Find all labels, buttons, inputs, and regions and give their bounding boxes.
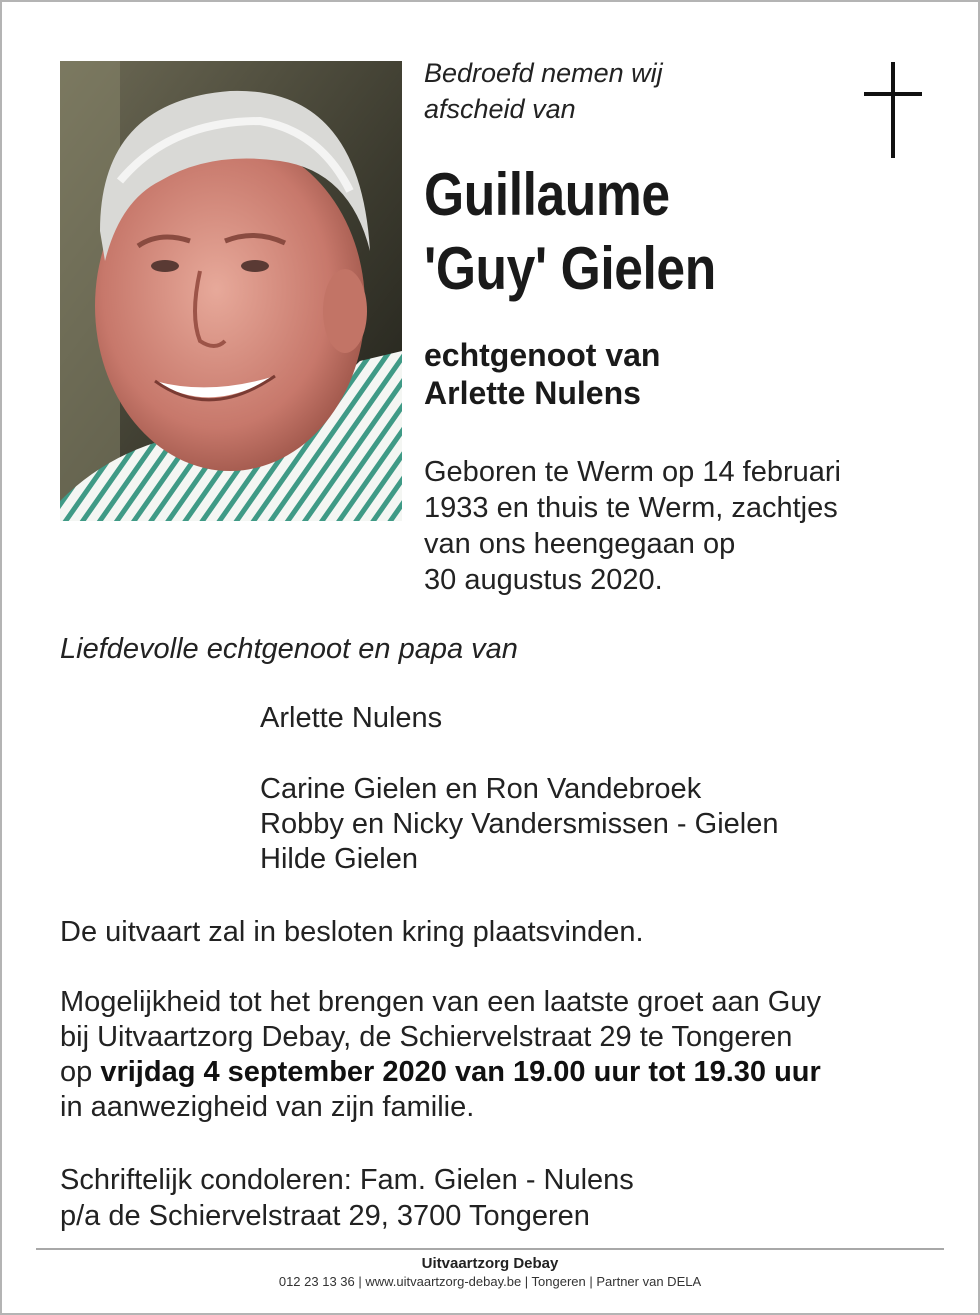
bio-line-4: 30 augustus 2020. [424,564,663,596]
portrait-illustration [60,61,402,521]
bio-line-3: van ons heengegaan op [424,528,736,560]
visit-date-time: vrijdag 4 september 2020 van 19.00 uur tot 19.30 uur [100,1056,821,1088]
condolences-line-1: Schriftelijk condoleren: Fam. Gielen - Nulens [60,1164,634,1196]
farewell-visit-text [60,985,821,1125]
deceased-name [424,158,716,306]
greeting-line-4: in aanwezigheid van zijn familie. [60,1091,475,1123]
condolences-text [60,1162,634,1234]
condolences-line-2: p/a de Schiervelstraat 29, 3700 Tongeren [60,1200,590,1232]
deceased-name-line-2: 'Guy' Gielen [424,235,716,302]
funeral-text: De uitvaart zal in besloten kring plaatsvinden. [60,916,644,948]
spouse-heading [424,336,660,412]
intro-text [424,55,663,127]
family-spouse: Arlette Nulens [260,702,443,734]
family-child: Robby en Nicky Vandersmissen - Gielen [260,808,779,840]
greeting-line-2: bij Uitvaartzorg Debay, de Schiervelstraat 29 te Tongeren [60,1021,793,1053]
cross-icon [864,62,922,160]
footer-company: Uitvaartzorg Debay [421,1255,559,1272]
deceased-name-line-1: Guillaume [424,161,670,228]
family-list [260,701,778,877]
bio-line-2: 1933 en thuis te Werm, zachtjes [424,492,838,524]
spouse-line-1: echtgenoot van [424,337,661,373]
portrait-photo [60,61,402,521]
family-child: Carine Gielen en Ron Vandebroek [260,773,702,805]
family-child: Hilde Gielen [260,843,418,875]
intro-line-2: afscheid van [424,94,576,124]
greeting-prefix: op [60,1056,101,1088]
loving-text: Liefdevolle echtgenoot en papa van [60,633,518,665]
spouse-line-2: Arlette Nulens [424,375,641,411]
birth-death-text [424,454,944,598]
intro-line-1: Bedroefd nemen wij [424,58,663,88]
greeting-line-1: Mogelijkheid tot het brengen van een laatste groet aan Guy [60,986,821,1018]
greeting-line-3 [60,1055,821,1090]
footer-divider [36,1248,944,1250]
bio-line-1: Geboren te Werm op 14 februari [424,456,841,488]
footer-contact-info: 012 23 13 36 | www.uitvaartzorg-debay.be | Tongeren | Partner van DELA [278,1274,702,1289]
